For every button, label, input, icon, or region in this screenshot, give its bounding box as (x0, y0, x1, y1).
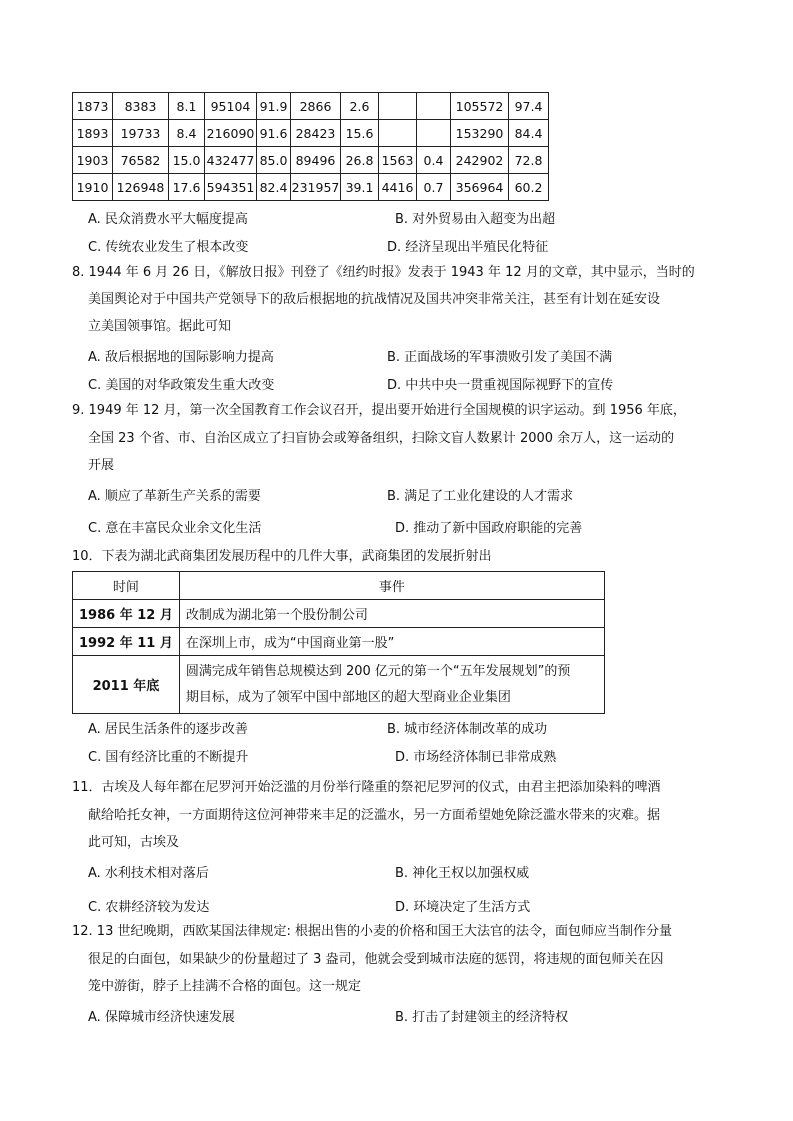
q11-option-b[interactable]: B. 神化王权以加强权威 (395, 866, 530, 881)
event-time: 2011 年底 (73, 656, 180, 714)
q8-stem-line-2: 美国舆论对于中国共产党领导下的敌后根据地的抗战情况及国共冲突非常关注，甚至有计划在延安设 (88, 292, 661, 307)
q12-stem-line-3: 笼中游街，脖子上挂满不合格的面包。这一规定 (88, 979, 362, 994)
q11-stem-line-3: 此可知，古埃及 (88, 835, 180, 850)
event-table (72, 571, 605, 714)
q10-option-b[interactable]: B. 城市经济体制改革的成功 (387, 722, 548, 737)
table-cell: 76582 (113, 147, 169, 174)
event-description: 改制成为湖北第一个股份制公司 (179, 600, 604, 628)
q7-option-d[interactable]: D. 经济呈现出半殖民化特征 (387, 240, 549, 255)
table-cell: 1873 (73, 93, 113, 120)
table-cell: 153290 (451, 120, 509, 147)
table-row (73, 120, 549, 147)
table-cell: 594351 (205, 174, 257, 201)
q7-option-c[interactable]: C. 传统农业发生了根本改变 (88, 240, 249, 255)
table-cell: 0.4 (417, 147, 451, 174)
table-row (73, 656, 605, 714)
table-cell: 1910 (73, 174, 113, 201)
q11-stem-line-2: 献给哈托女神，一方面期待这位河神带来丰足的泛滥水，另一方面希望她免除泛滥水带来的灾难。据 (88, 808, 661, 823)
table-cell: 60.2 (509, 174, 549, 201)
table-cell: 1903 (73, 147, 113, 174)
q9-option-c[interactable]: C. 意在丰富民众业余文化生活 (88, 521, 262, 536)
table-cell: 17.6 (169, 174, 205, 201)
table-cell: 8383 (113, 93, 169, 120)
table-cell: 8.1 (169, 93, 205, 120)
table-cell: 91.9 (257, 93, 291, 120)
q10-stem: 10．下表为湖北武商集团发展历程中的几件大事，武商集团的发展折射出 (72, 549, 492, 564)
table-cell: 126948 (113, 174, 169, 201)
table-cell (379, 120, 417, 147)
table-cell: 432477 (205, 147, 257, 174)
table-cell: 231957 (291, 174, 341, 201)
table-row (73, 93, 549, 120)
q7-option-a[interactable]: A. 民众消费水平大幅度提高 (88, 212, 248, 227)
table-cell: 8.4 (169, 120, 205, 147)
q10-option-c[interactable]: C. 国有经济比重的不断提升 (88, 750, 249, 765)
table-cell: 39.1 (341, 174, 379, 201)
table-cell: 82.4 (257, 174, 291, 201)
table-cell: 216090 (205, 120, 257, 147)
table-cell: 26.8 (341, 147, 379, 174)
table-cell: 19733 (113, 120, 169, 147)
table-cell: 1893 (73, 120, 113, 147)
event-description-line: 期目标，成为了领军中国中部地区的超大型商业企业集团 (185, 689, 511, 705)
q11-option-a[interactable]: A. 水利技术相对落后 (88, 866, 209, 881)
q11-stem-line-1: 11．古埃及人每年都在尼罗河开始泛滥的月份举行隆重的祭祀尼罗河的仪式，由君主把添加染料的啤酒 (72, 780, 661, 795)
q8-stem-line-3: 立美国领事馆。据此可知 (88, 319, 232, 334)
q9-option-b[interactable]: B. 满足了工业化建设的人才需求 (387, 489, 574, 504)
q12-stem-line-2: 很足的白面包，如果缺少的份量超过了 3 盎司，他就会受到城市法庭的惩罚，将违规的面包师关在囚 (88, 952, 664, 967)
table-cell: 84.4 (509, 120, 549, 147)
table-cell: 1563 (379, 147, 417, 174)
q8-stem-line-1: 8. 1944 年 6 月 26 日，《解放日报》刊登了《纽约时报》发表于 1943 年 12 月的文章，其中显示，当时的 (72, 265, 695, 280)
table-cell: 28423 (291, 120, 341, 147)
table-cell: 242902 (451, 147, 509, 174)
q9-stem-line-2: 全国 23 个省、市、自治区成立了扫盲协会或筹备组织，扫除文盲人数累计 2000 余万人，这一运动的 (88, 431, 675, 446)
q12-option-b[interactable]: B. 打击了封建领主的经济特权 (395, 1010, 569, 1025)
q9-option-a[interactable]: A. 顺应了革新生产关系的需要 (88, 489, 261, 504)
event-description (179, 656, 604, 714)
table-cell: 0.7 (417, 174, 451, 201)
table-cell (417, 120, 451, 147)
q8-option-c[interactable]: C. 美国的对华政策发生重大改变 (88, 378, 275, 393)
table-cell: 97.4 (509, 93, 549, 120)
q11-option-d[interactable]: D. 环境决定了生活方式 (395, 900, 531, 915)
table-row (73, 600, 605, 628)
event-table-header-time: 时间 (73, 572, 180, 600)
table-row (73, 628, 605, 656)
table-cell: 2.6 (341, 93, 379, 120)
table-row (73, 147, 549, 174)
q8-option-d[interactable]: D. 中共中央一贯重视国际视野下的宣传 (387, 378, 614, 393)
table-cell: 85.0 (257, 147, 291, 174)
table-cell (379, 93, 417, 120)
q7-option-b[interactable]: B. 对外贸易由入超变为出超 (395, 212, 556, 227)
table-cell: 2866 (291, 93, 341, 120)
q11-option-c[interactable]: C. 农耕经济较为发达 (88, 900, 210, 915)
table-cell: 356964 (451, 174, 509, 201)
table-cell: 15.0 (169, 147, 205, 174)
event-description-line: 圆满完成年销售总规模达到 200 亿元的第一个“五年发展规划”的预 (185, 663, 571, 679)
q8-option-a[interactable]: A. 敌后根据地的国际影响力提高 (88, 350, 274, 365)
q9-stem-line-1: 9. 1949 年 12 月，第一次全国教育工作会议召开，提出要开始进行全国规模的识字运动。到 1956 年底， (72, 403, 686, 418)
table-cell: 105572 (451, 93, 509, 120)
table-cell: 91.6 (257, 120, 291, 147)
stats-table-body (73, 93, 549, 201)
q10-option-a[interactable]: A. 居民生活条件的逐步改善 (88, 722, 248, 737)
q12-option-a[interactable]: A. 保障城市经济快速发展 (88, 1010, 235, 1025)
table-cell: 15.6 (341, 120, 379, 147)
event-description: 在深圳上市，成为“中国商业第一股” (179, 628, 604, 656)
table-cell: 4416 (379, 174, 417, 201)
table-cell: 89496 (291, 147, 341, 174)
q10-option-d[interactable]: D. 市场经济体制已非常成熟 (395, 750, 557, 765)
q8-option-b[interactable]: B. 正面战场的军事溃败引发了美国不满 (387, 350, 613, 365)
event-time: 1992 年 11 月 (73, 628, 180, 656)
table-row (73, 174, 549, 201)
trade-statistics-table (72, 92, 549, 201)
event-table-header-event: 事件 (179, 572, 604, 600)
q9-stem-line-3: 开展 (88, 458, 115, 473)
q12-stem-line-1: 12. 13 世纪晚期，西欧某国法律规定: 根据出售的小麦的价格和国王大法官的法令，面包师应当制作分量 (72, 924, 672, 939)
q9-option-d[interactable]: D. 推动了新中国政府职能的完善 (395, 521, 583, 536)
table-cell (417, 93, 451, 120)
table-cell: 95104 (205, 93, 257, 120)
event-time: 1986 年 12 月 (73, 600, 180, 628)
table-cell: 72.8 (509, 147, 549, 174)
